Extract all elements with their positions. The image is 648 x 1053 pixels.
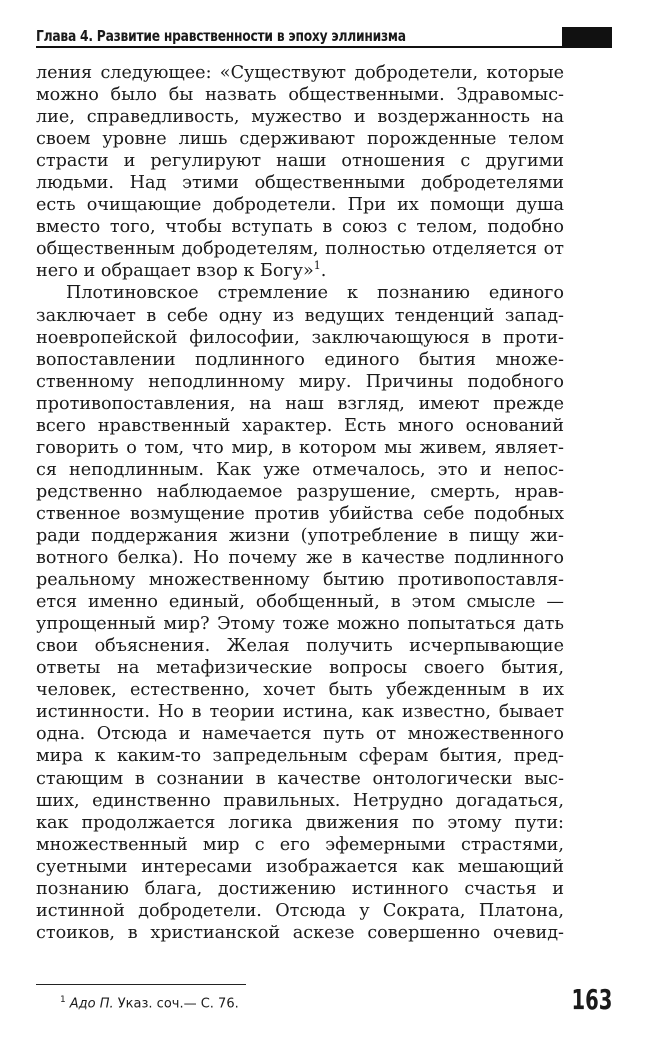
text-line: вместо того, чтобы вступать в союз с телом, подобно bbox=[36, 217, 564, 238]
text-line-content: него и обращает взор к Богу» bbox=[36, 261, 314, 282]
text-line: реальному множественному бытию противопоставля- bbox=[36, 570, 564, 591]
text-line: своем уровне лишь сдерживают порожденные телом bbox=[36, 129, 564, 150]
text-line: истинной добродетели. Отсюда у Сократа, Платона, bbox=[36, 900, 564, 921]
text-line: говорить о том, что мир, в котором мы живем, являет- bbox=[36, 437, 564, 458]
text-line: заключает в себе одну из ведущих тенденций запад- bbox=[36, 305, 564, 326]
running-title: Глава 4. Развитие нравственности в эпоху эллинизма bbox=[36, 27, 406, 45]
footnote-text: Указ. соч.— С. 76. bbox=[117, 996, 239, 1012]
text-line: познанию блага, достижению истинного счастья и bbox=[36, 878, 564, 899]
text-line: как продолжается логика движения по этому пути: bbox=[36, 812, 564, 833]
text-line: человек, естественно, хочет быть убежденным в их bbox=[36, 680, 564, 701]
text-line: вопоставлении подлинного единого бытия множе- bbox=[36, 349, 564, 370]
text-line: него и обращает взор к Богу»$^1$. bbox=[36, 259, 327, 282]
text-line: стоиков, в христианской аскезе совершенно очевид- bbox=[36, 922, 564, 943]
text-line: страсти и регулируют наши отношения с другими bbox=[36, 151, 564, 172]
body-text bbox=[36, 62, 564, 944]
footnote-reference[interactable]: 1 bbox=[313, 259, 321, 273]
text-line: ноевропейской философии, заключающуюся в проти- bbox=[36, 327, 564, 348]
text-line: ради поддержания жизни (употребление в пищу жи- bbox=[36, 525, 564, 546]
text-line: ся неподлинным. Как уже отмечалось, это и непос- bbox=[36, 459, 564, 480]
text-line: вотного белка). Но почему же в качестве подлинного bbox=[36, 548, 564, 569]
footnote bbox=[60, 991, 239, 1013]
text-line: людьми. Над этими общественными добродетелями bbox=[36, 173, 564, 194]
text-line: общественным добродетелям, полностью отделяется от bbox=[36, 239, 564, 260]
footnote-author: Адо П. bbox=[69, 996, 114, 1012]
text-line: редственно наблюдаемое разрушение, смерть, нрав- bbox=[36, 481, 564, 502]
header-rule bbox=[36, 46, 612, 48]
text-line: стающим в сознании в качестве онтологически выс- bbox=[36, 768, 564, 789]
text-line: ется именно единый, обобщенный, в этом смысле — bbox=[36, 592, 564, 613]
footnote-marker: 1 bbox=[60, 995, 66, 1005]
text-line: ления следующее: «Существуют добродетели, которые bbox=[36, 63, 564, 83]
text-line: одна. Отсюда и намечается путь от множественного bbox=[36, 724, 564, 745]
text-line: есть очищающие добродетели. При их помощи душа bbox=[36, 195, 564, 216]
text-line: упрощенный мир? Этому тоже можно попытаться дать bbox=[36, 614, 564, 635]
text-line: лие, справедливость, мужество и воздержанность на bbox=[36, 107, 564, 128]
text-line: ших, единственно правильных. Нетрудно догадаться, bbox=[36, 790, 564, 811]
text-line: множественный мир с его эфемерными страстями, bbox=[36, 834, 564, 855]
header-black-block bbox=[562, 27, 612, 47]
text-line: ственное возмущение против убийства себе подобных bbox=[36, 503, 564, 524]
text-line: Плотиновское стремление к познанию единого bbox=[66, 283, 564, 304]
text-line: ответы на метафизические вопросы своего бытия, bbox=[36, 658, 564, 679]
text-line: всего нравственный характер. Есть много оснований bbox=[36, 415, 564, 436]
text-line: истинности. Но в теории истина, как известно, бывает bbox=[36, 702, 564, 723]
text-line: можно было бы назвать общественными. Здравомыс- bbox=[36, 85, 564, 106]
paragraph bbox=[36, 62, 564, 282]
page-number: 163 bbox=[571, 983, 612, 1016]
text-line: мира к каким-то запредельным сферам бытия, пред- bbox=[36, 746, 564, 767]
paragraph bbox=[36, 282, 564, 943]
text-line: ственному неподлинному миру. Причины подобного bbox=[36, 371, 564, 392]
text-line: свои объяснения. Желая получить исчерпывающие bbox=[36, 636, 564, 657]
running-header bbox=[36, 26, 612, 48]
footnote-rule bbox=[36, 984, 246, 985]
text-line: противопоставления, на наш взгляд, имеют прежде bbox=[36, 393, 564, 414]
text-line: суетными интересами изображается как мешающий bbox=[36, 856, 564, 877]
